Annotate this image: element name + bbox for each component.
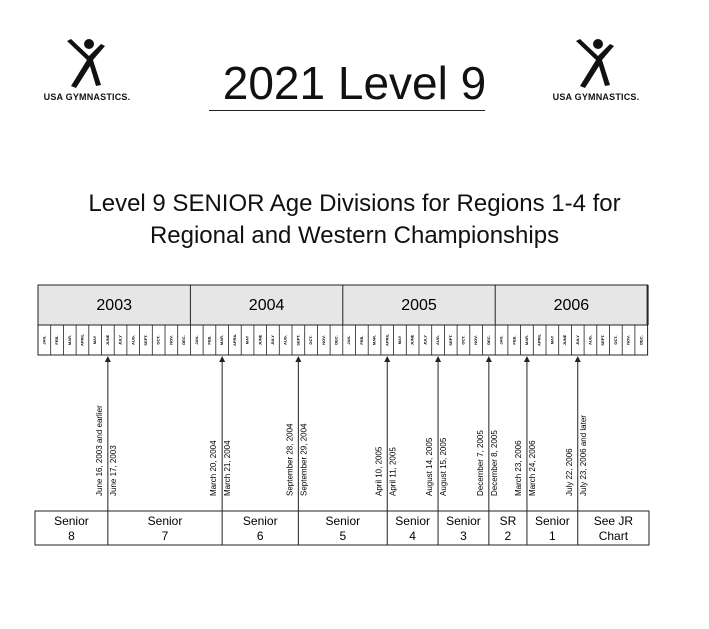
division-label-line1: See JR	[593, 514, 634, 528]
division-label-line2: 1	[549, 529, 556, 543]
month-label: JAN.	[346, 335, 352, 345]
month-label: OCT.	[460, 335, 466, 345]
division-label-line1: Senior	[535, 514, 570, 528]
division-label-line2: 7	[161, 529, 169, 543]
page-title: 2021 Level 9	[222, 57, 487, 109]
cutoff-date-after: July 23, 2006 and later	[578, 415, 588, 496]
subtitle-line-1: Level 9 SENIOR Age Divisions for Regions 1-4 for	[88, 190, 621, 217]
subtitle-line-2: Regional and Western Championships	[149, 222, 560, 249]
month-label: OCT.	[612, 335, 618, 345]
cutoff-date-before: July 22, 2006	[564, 448, 574, 496]
month-label: MAR.	[524, 334, 530, 346]
cutoff-arrow-head	[384, 356, 390, 362]
month-label: APRIL	[384, 334, 390, 346]
month-label: APRIL	[231, 334, 237, 346]
cutoff-arrow-head	[219, 356, 225, 362]
cutoff-date-before: April 10, 2005	[374, 446, 384, 496]
month-label: FEB.	[206, 335, 212, 345]
month-label: JULY	[117, 335, 123, 345]
division-label-line2: 6	[256, 529, 264, 543]
month-label: DEC.	[485, 335, 491, 345]
month-label: OCT.	[308, 335, 314, 345]
division-label-line1: Senior	[395, 514, 430, 528]
division-label-line1: Senior	[147, 514, 183, 528]
month-label: OCT.	[155, 335, 161, 345]
month-label: DEC.	[333, 335, 339, 345]
month-label: SEPT.	[600, 334, 606, 346]
cutoff-date-before: March 23, 2006	[513, 440, 523, 496]
month-label: FEB.	[358, 335, 364, 345]
cutoff-date-after: March 21, 2004	[223, 440, 233, 496]
month-label: MAR.	[219, 334, 225, 346]
month-label: DEC.	[638, 335, 644, 345]
cutoff-date-after: March 24, 2006	[527, 440, 537, 496]
month-label: AUG.	[587, 335, 593, 345]
month-label: MAY	[92, 335, 98, 345]
month-label: MAY	[244, 335, 250, 345]
division-label-line1: Senior	[325, 514, 361, 528]
month-label: JUNE	[409, 334, 415, 346]
month-label: AUG.	[282, 335, 288, 345]
month-label: FEB.	[54, 335, 60, 345]
month-label: AUG.	[435, 335, 441, 345]
month-label: DEC.	[181, 335, 187, 345]
cutoff-date-before: August 14, 2005	[425, 437, 435, 496]
month-label: JUNE	[104, 334, 110, 346]
month-label: APRIL	[536, 334, 542, 346]
division-label-line2: 4	[409, 529, 416, 543]
month-label: JAN.	[498, 335, 504, 345]
month-label: JUNE	[257, 334, 263, 346]
cutoff-date-before: March 20, 2004	[209, 440, 219, 496]
month-label: FEB.	[511, 335, 517, 345]
division-label-line2: Chart	[598, 529, 629, 543]
month-label: MAR.	[66, 334, 72, 346]
cutoff-date-before: September 28, 2004	[285, 423, 295, 496]
month-label: SEPT.	[143, 334, 149, 346]
cutoff-date-before: June 16, 2003 and earlier	[94, 405, 104, 496]
cutoff-arrow-head	[105, 356, 111, 362]
month-label: JULY	[422, 335, 428, 345]
year-label: 2003	[96, 297, 132, 314]
month-label: AUG.	[130, 335, 136, 345]
month-label: JAN.	[41, 335, 47, 345]
cutoff-date-after: September 29, 2004	[299, 423, 309, 496]
month-label: MAR.	[371, 334, 377, 346]
cutoff-date-after: April 11, 2005	[388, 447, 398, 496]
cutoff-date-after: June 17, 2003	[108, 445, 118, 496]
division-label-line1: SR	[499, 514, 517, 528]
month-label: MAY	[549, 335, 555, 345]
month-label: MAY	[397, 335, 403, 345]
division-label-line2: 2	[504, 529, 512, 543]
cutoff-arrow-head	[295, 356, 301, 362]
division-label-line2: 8	[68, 529, 75, 543]
division-label-line1: Senior	[242, 514, 278, 528]
month-label: NOV.	[168, 335, 174, 345]
cutoff-arrow-head	[435, 356, 441, 362]
cutoff-date-after: December 8, 2005	[489, 430, 499, 496]
month-label: NOV.	[625, 335, 631, 345]
cutoff-date-after: August 15, 2005	[439, 437, 449, 496]
month-label: JAN.	[193, 335, 199, 345]
division-label-line1: Senior	[446, 514, 481, 528]
year-label: 2006	[553, 297, 590, 314]
logo-text: USA GYMNASTICS.	[552, 92, 640, 102]
year-label: 2004	[248, 297, 285, 314]
month-label: JULY	[574, 335, 580, 345]
month-label: JULY	[270, 335, 276, 345]
year-label: 2005	[401, 297, 437, 314]
cutoff-date-before: December 7, 2005	[475, 430, 485, 496]
cutoff-arrow-head	[524, 356, 530, 362]
month-label: SEPT.	[295, 334, 301, 346]
month-label: NOV.	[320, 335, 326, 345]
cutoff-arrow-head	[575, 356, 581, 362]
division-label-line2: 3	[460, 529, 467, 543]
division-label-line1: Senior	[54, 514, 89, 528]
month-label: NOV.	[473, 335, 479, 345]
cutoff-arrow-head	[486, 356, 492, 362]
division-label-line2: 5	[339, 529, 347, 543]
month-label: APRIL	[79, 334, 85, 346]
month-label: SEPT.	[447, 334, 453, 346]
logo-text: USA GYMNASTICS.	[43, 92, 131, 102]
month-label: JUNE	[562, 334, 568, 346]
